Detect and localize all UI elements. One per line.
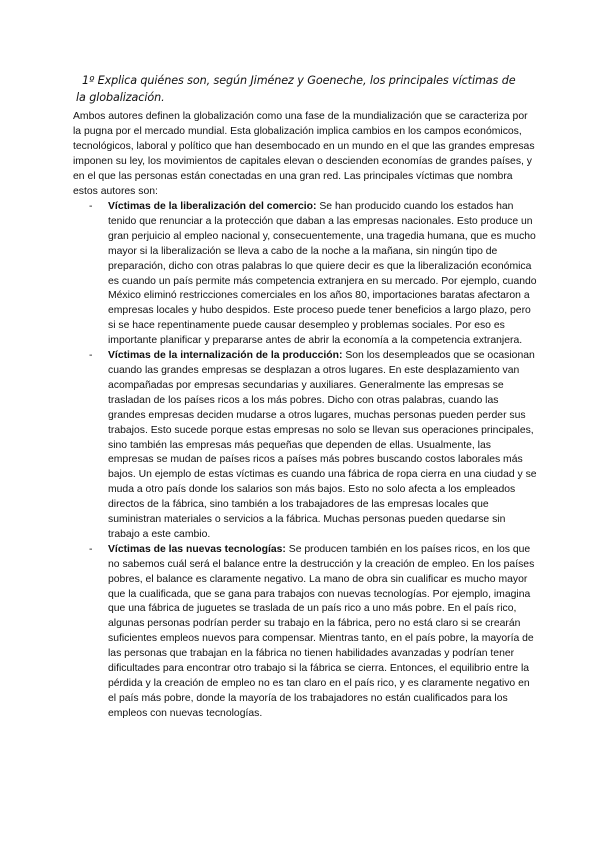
item-term: Víctimas de las nuevas tecnologías: [108,543,286,555]
list-item [89,200,537,349]
item-text: Son los desempleados que se ocasionan cuando las grandes empresas se desplazan a otros lugares. En este desplazamiento van acompañadas por empresas secundarias y auxiliares. Generalmente las empresas se trasladan de los países ricos a los más pobres. Dicho con otras palabras, cuando las grandes empresas deciden mudarse a otros lugares, muchas personas pueden perder sus trabajos. Esto sucede porque estas empresas no solo se llevan sus operaciones principales, sino también las empresas más pequeñas que dependen de ellas. Usualmente, las empresas se mudan de países ricos a países más pobres buscando costos laborales más bajos. Un ejemplo de estas víctimas es cuando una fábrica de ropa cierra en una ciudad y se muda a otro país donde los salarios son más bajos. Esto no solo afecta a los empleados directos de la fábrica, sino también a los trabajadores de las empresas locales que suministran materiales o servicios a la fábrica. Muchas personas pueden quedarse sin trabajo a este cambio. [108,350,537,540]
item-text: Se producen también en los países ricos, en los que no sabemos cuál será el balance entre la destrucción y la creación de empleo. En los países pobres, el balance es claramente negativo. La mano de obra sin cualificar es mucho mayor que la cualificada, que se gana para trabajos con nuevas tecnologías. Por ejemplo, imagina que una fábrica de juguetes se traslada de un país rico a uno más pobre. En el país rico, algunas personas podrían perder su trabajo en la fábrica, pero no está claro si se crearán suficientes empleos nuevos para compensar. Mientras tanto, en el país pobre, la mayoría de las personas que trabajan en la fábrica no tienen habilidades avanzadas y podrían tener dificultades para encontrar otro trabajo si la fábrica se cierra. Entonces, el equilibrio entre la pérdida y la creación de empleo no es tan claro en el país rico, y es claramente negativo en el país más pobre, donde la mayoría de los trabajadores no están cualificados para los empleos con nuevas tecnologías. [108,543,535,719]
item-text: Se han producido cuando los estados han tenido que renunciar a la protección que daban a las empresas nacionales. Esto produce un gran perjuicio al empleo nacional y, consecuentemente, una tragedia humana, que es mucho mayor si la liberalización se lleva a cabo de la noche a la mañana, sin ningún tipo de preparación, dicho con otras palabras lo que quiere decir es que la liberalización económica es cuando un país permite más competencia extranjera en su mercado. Por ejemplo, cuando México eliminó restricciones comerciales en los años 80, importaciones baratas afectaron a empresas locales y hubo despidos. Este proceso puede tener beneficios a largo plazo, pero si se hace repentinamente puede causar desempleo y problemas sociales. Por eso es importante planificar y prepararse antes de abrir la economía a la competencia extranjera. [108,201,537,347]
bullet-dash: - [89,201,93,212]
bullet-dash: - [89,543,93,555]
list-item [89,543,537,722]
intro-paragraph: Ambos autores definen la globalización como una fase de la mundialización que se caracteriza por la pugna por el mercado mundial. Esta globalización implica cambios en los campos económicos, tecnológicos, laboral y político que han desembocado en un mundo en el que las grandes empresas imponen su ley, los movimientos de capitales elevan o descienden economías de grandes países, y en el que las personas están conectadas en una gran red. Las principales víctimas que nombra estos autores son: [73,111,535,197]
question-text: 1º Explica quiénes son, según Jiménez y Goeneche, los principales víctimas de la globalización. [76,74,516,104]
question-heading [76,72,516,106]
bullet-dash: - [89,350,93,362]
item-term: Víctimas de la internalización de la producción: [108,350,343,362]
victims-list [89,200,537,722]
list-item [89,349,537,543]
item-term: Víctimas de la liberalización del comercio: [108,201,317,212]
